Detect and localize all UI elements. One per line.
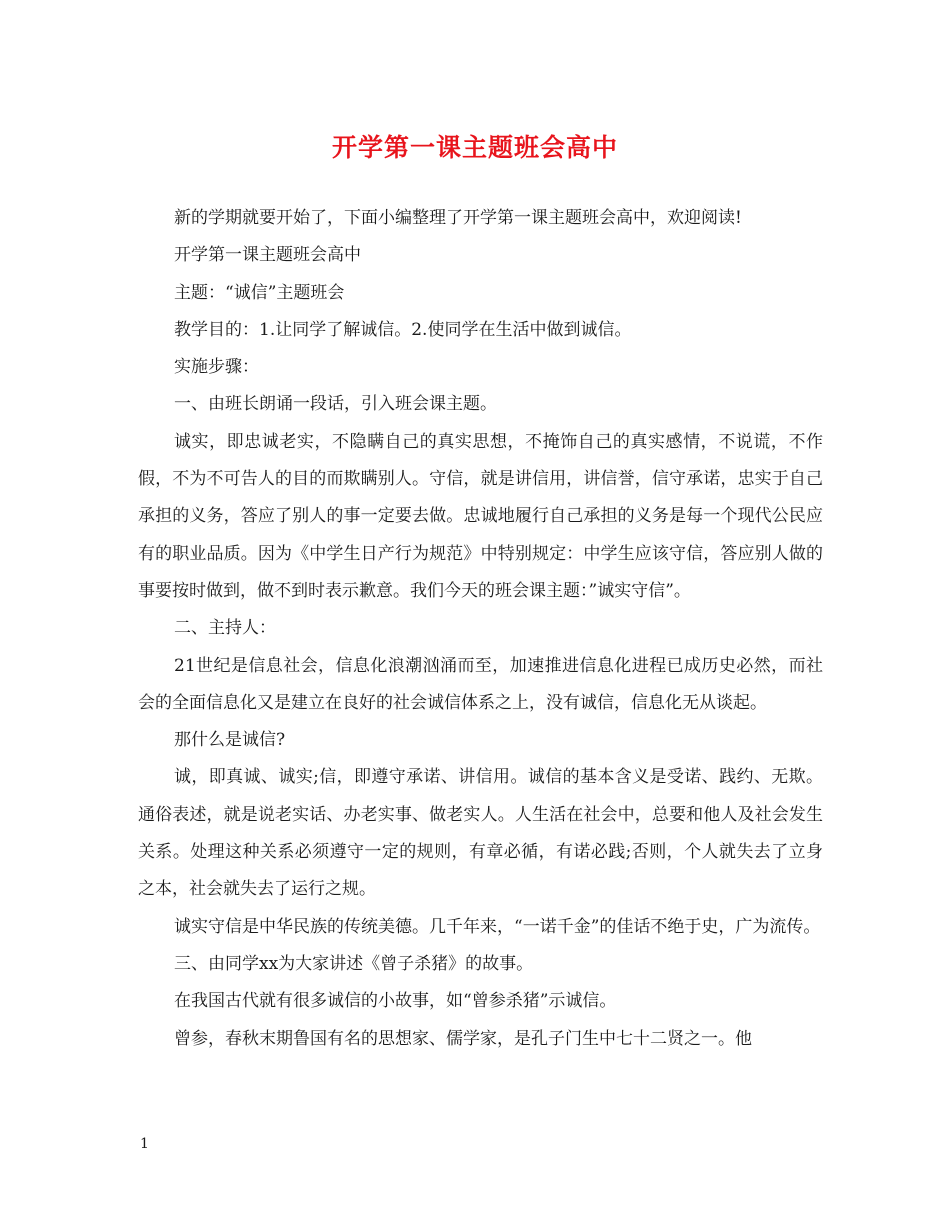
paragraph: 一、由班长朗诵一段话，引入班会课主题。: [174, 394, 497, 415]
paragraph: 主题：“诚信”主题班会: [174, 282, 345, 303]
document-title: 开学第一课主题班会高中: [331, 133, 618, 162]
paragraph: 新的学期就要开始了，下面小编整理了开学第一课主题班会高中，欢迎阅读!: [174, 208, 742, 228]
paragraph: 诚实守信是中华民族的传统美德。几千年来，“一诺千金”的佳话不绝于史，广为流传。: [174, 916, 821, 937]
paragraph: 在我国古代就有很多诚信的小故事，如“曾参杀猪”示诚信。: [174, 991, 617, 1012]
paragraph: 曾参，春秋末期鲁国有名的思想家、儒学家，是孔子门生中七十二贤之一。他: [174, 1028, 752, 1049]
paragraph: 诚实，即忠诚老实，不隐瞒自己的真实思想，不掩饰自己的真实感情，不说谎，不作假，不为不可告人的目的而欺瞒别人。守信，就是讲信用，讲信誉，信守承诺，忠实于自己承担的义务，答应了别人的事一定要去做。忠诚地履行自己承担的义务是每一个现代公民应有的职业品质。因为《中学生日产行为规范》中特别规定：中学生应该守信，答应别人做的事要按时做到，做不到时表示歉意。我们今天的班会课主题：”诚实守信”。: [138, 431, 823, 601]
paragraph: 开学第一课主题班会高中: [174, 245, 361, 266]
paragraph: 实施步骤：: [174, 357, 259, 378]
paragraph: 三、由同学xx为大家讲述《曾子杀猪》的故事。: [174, 953, 534, 974]
paragraph: 诚，即真诚、诚实;信，即遵守承诺、讲信用。诚信的基本含义是受诺、践约、无欺。通俗表述，就是说老实话、办老实事、做老实人。人生活在社会中，总要和他人及社会发生 关系。处理这种关系必须遵守一定的规则，有章必循，有诺必践;否则，个人就失去了立身之本，社会就失去了运行之规。: [138, 767, 823, 900]
paragraph: 那什么是诚信?: [174, 730, 286, 751]
page-number: 1: [140, 1136, 149, 1152]
paragraph: 教学目的：1.让同学了解诚信。2.使同学在生活中做到诚信。: [174, 319, 632, 340]
paragraph: 21世纪是信息社会，信息化浪潮汹涌而至，加速推进信息化进程已成历史必然，而社会的全面信息化又是建立在良好的社会诚信体系之上，没有诚信，信息化无从谈起。: [138, 655, 823, 713]
paragraph: 二、主持人：: [174, 618, 276, 639]
document-body: [138, 200, 823, 1058]
